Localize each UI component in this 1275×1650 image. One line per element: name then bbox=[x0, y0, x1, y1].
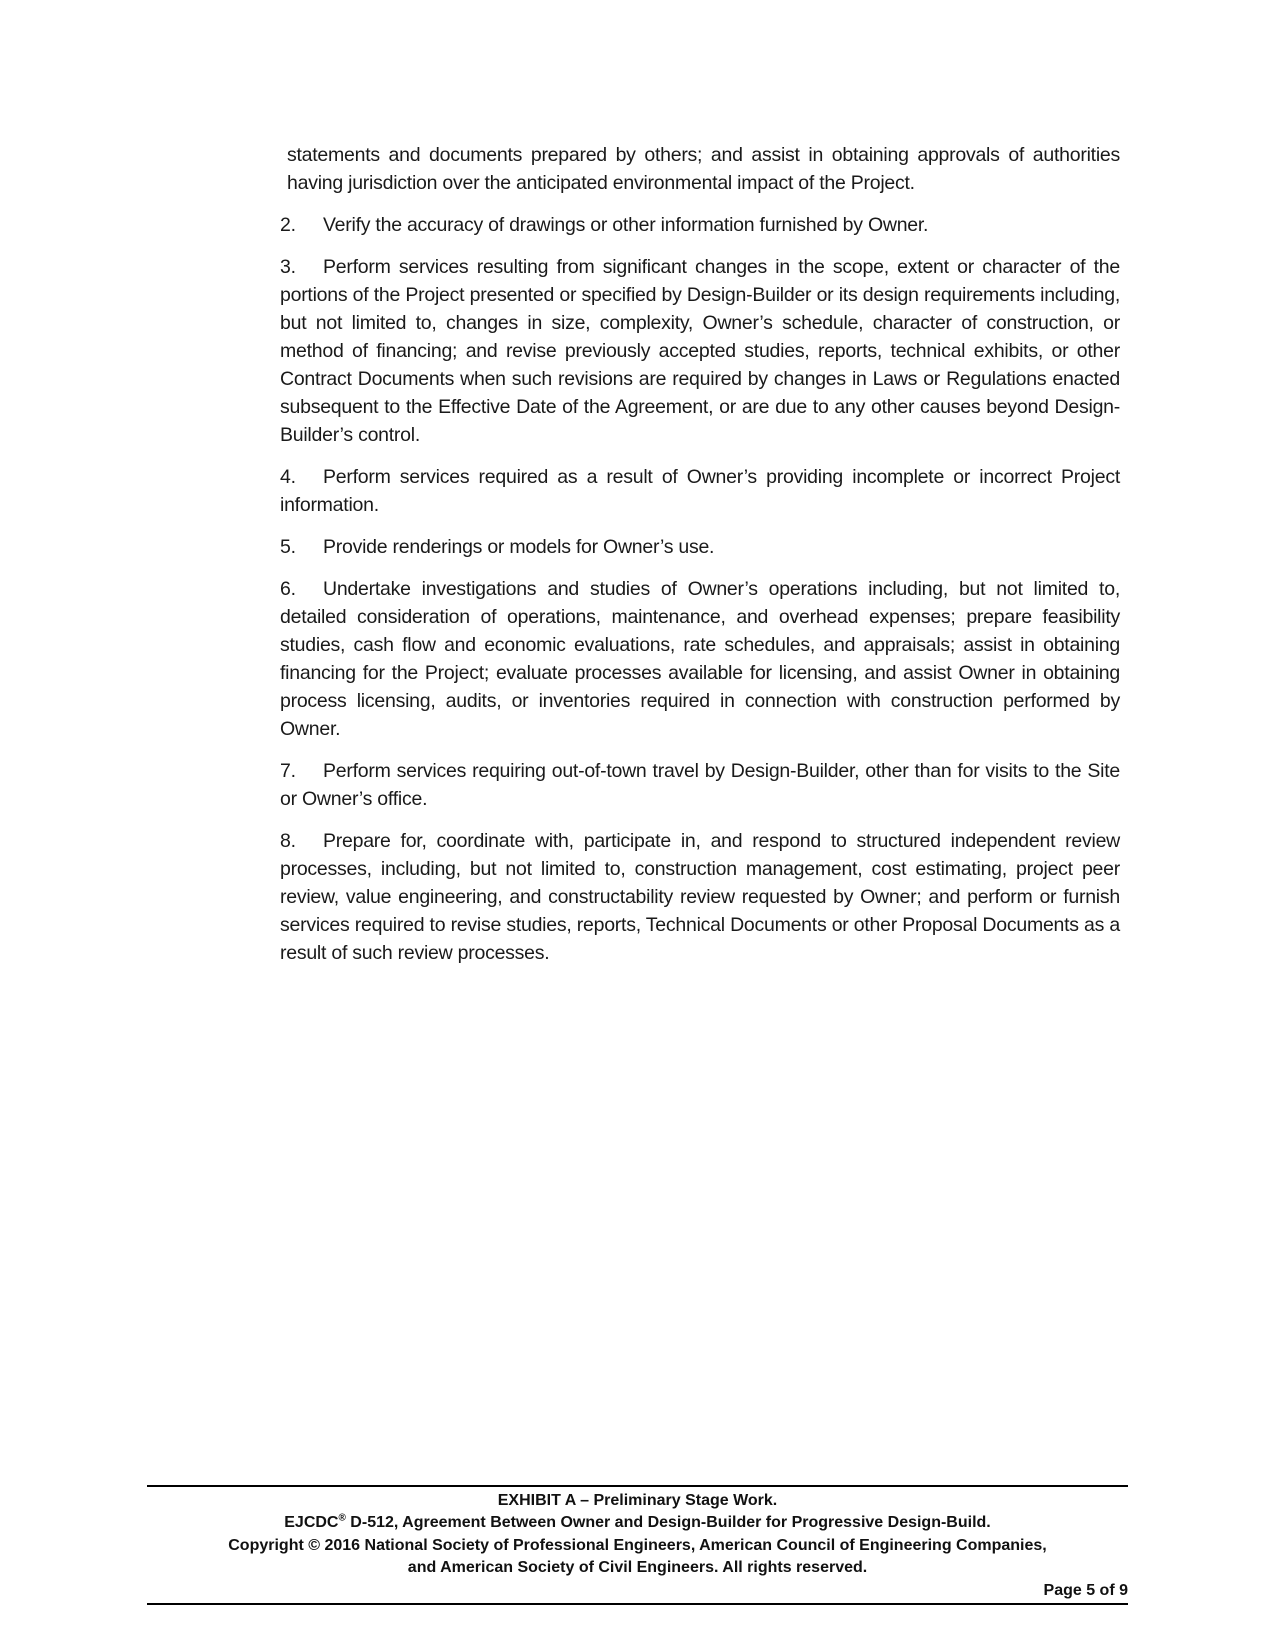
list-item-number: 8. bbox=[280, 830, 296, 852]
footer-document-title bbox=[147, 1512, 1128, 1534]
list-item-paragraph bbox=[280, 757, 1120, 813]
list-item-paragraph bbox=[280, 533, 1120, 561]
page-footer bbox=[147, 1485, 1128, 1605]
footer-copyright-line1: Copyright © 2016 National Society of Professional Engineers, American Council of Engineering Companies, bbox=[228, 1536, 1047, 1554]
page-number: Page 5 of 9 bbox=[1043, 1581, 1128, 1599]
list-item-paragraph bbox=[280, 463, 1120, 519]
registered-trademark-symbol: ® bbox=[338, 1513, 346, 1525]
continuation-paragraph: statements and documents prepared by others; and assist in obtaining approvals of authorities having jurisdiction over the anticipated environmental impact of the Project. bbox=[287, 144, 1120, 194]
list-item-text: Verify the accuracy of drawings or other information furnished by Owner. bbox=[323, 214, 929, 236]
list-item-number: 3. bbox=[280, 256, 296, 278]
list-item-paragraph bbox=[280, 827, 1120, 967]
list-item-number: 6. bbox=[280, 578, 296, 600]
list-item-text: Perform services resulting from significant changes in the scope, extent or character of the portions of the Project presented or specified by Design-Builder or its design requirements including, but not limited to, changes in size, complexity, Owner’s schedule, character of construction, or method of financing; and revise previously accepted studies, reports, technical exhibits, or other Contract Documents when such revisions are required by changes in Laws or Regulations enacted subsequent to the Effective Date of the Agreement, or are due to any other causes beyond Design-Builder’s control. bbox=[280, 256, 1120, 446]
list-item-text: Undertake investigations and studies of Owner’s operations including, but not limited to, detailed consideration of operations, maintenance, and overhead expenses; prepare feasibility studies, cash flow and economic evaluations, rate schedules, and appraisals; assist in obtaining financing for the Project; evaluate processes available for licensing, and assist Owner in obtaining process licensing, audits, or inventories required in connection with construction performed by Owner. bbox=[280, 578, 1120, 740]
list-item-text: Perform services requiring out-of-town travel by Design-Builder, other than for visits to the Site or Owner’s office. bbox=[280, 760, 1120, 810]
list-item-text: Prepare for, coordinate with, participate in, and respond to structured independent review processes, including, but not limited to, construction management, cost estimating, project peer review, value engineering, and constructability review requested by Owner; and perform or furnish services required to revise studies, reports, Technical Documents or other Proposal Documents as a result of such review processes. bbox=[280, 830, 1120, 964]
list-item-text: Perform services required as a result of Owner’s providing incomplete or incorrect Project information. bbox=[280, 466, 1120, 516]
list-item-paragraph bbox=[280, 575, 1120, 743]
list-item-number: 2. bbox=[280, 214, 296, 236]
footer-copyright-line2: and American Society of Civil Engineers. All rights reserved. bbox=[407, 1559, 868, 1577]
list-item-number: 7. bbox=[280, 760, 296, 782]
list-item-paragraph bbox=[280, 253, 1120, 449]
document-body bbox=[280, 141, 1120, 981]
list-item-text: Provide renderings or models for Owner’s use. bbox=[323, 536, 715, 558]
footer-exhibit-title: EXHIBIT A – Preliminary Stage Work. bbox=[497, 1492, 778, 1509]
list-item-paragraph bbox=[280, 211, 1120, 239]
list-item-number: 4. bbox=[280, 466, 296, 488]
list-item-number: 5. bbox=[280, 536, 296, 558]
footer-ejcdc-name: EJCDC bbox=[284, 1514, 339, 1532]
footer-agreement-title: D-512, Agreement Between Owner and Design-Builder for Progressive Design-Build. bbox=[345, 1514, 991, 1532]
